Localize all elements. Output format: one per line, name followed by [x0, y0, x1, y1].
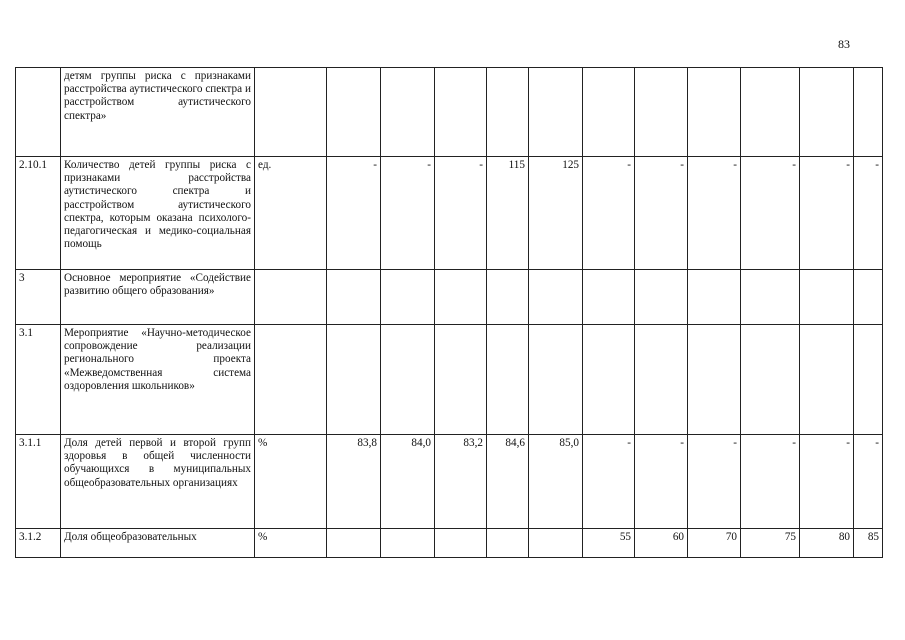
value-cell: - — [854, 435, 883, 529]
row-number: 3.1 — [16, 325, 61, 435]
value-cell — [487, 270, 529, 325]
table-row — [16, 435, 883, 529]
indicator-name: Основное мероприятие «Содействие развитию общего образования» — [61, 270, 255, 325]
value-cell — [487, 325, 529, 435]
value-cell — [635, 270, 688, 325]
value-cell: - — [688, 157, 741, 270]
value-cell: 75 — [741, 529, 800, 558]
value-cell — [435, 529, 487, 558]
indicator-name: Количество детей группы риска с признаками расстройства аутистического спектра и расстройством аутистического спектра, которым оказана психолого-педагогическая и медико-социальная помощь — [61, 157, 255, 270]
value-cell — [741, 270, 800, 325]
value-cell: - — [583, 157, 635, 270]
value-cell: 83,2 — [435, 435, 487, 529]
indicators-table — [15, 67, 883, 558]
table-row — [16, 325, 883, 435]
value-cell — [529, 68, 583, 157]
unit-cell — [255, 68, 327, 157]
row-number: 3.1.1 — [16, 435, 61, 529]
row-number: 3.1.2 — [16, 529, 61, 558]
value-cell: - — [381, 157, 435, 270]
value-cell: 70 — [688, 529, 741, 558]
value-cell — [800, 68, 854, 157]
value-cell — [583, 270, 635, 325]
value-cell — [435, 68, 487, 157]
value-cell: - — [635, 157, 688, 270]
value-cell — [381, 68, 435, 157]
value-cell: 84,6 — [487, 435, 529, 529]
value-cell: - — [635, 435, 688, 529]
row-number: 3 — [16, 270, 61, 325]
value-cell — [741, 68, 800, 157]
value-cell: 80 — [800, 529, 854, 558]
value-cell — [529, 325, 583, 435]
table-body — [16, 68, 883, 558]
value-cell — [327, 68, 381, 157]
value-cell: - — [327, 157, 381, 270]
indicator-name: Доля детей первой и второй групп здоровья в общей численности обучающихся в муниципальных общеобразовательных организациях — [61, 435, 255, 529]
unit-cell: % — [255, 435, 327, 529]
value-cell: 55 — [583, 529, 635, 558]
value-cell: - — [854, 157, 883, 270]
value-cell: - — [583, 435, 635, 529]
value-cell: - — [435, 157, 487, 270]
value-cell — [583, 325, 635, 435]
indicator-name: Доля общеобразовательных — [61, 529, 255, 558]
value-cell — [800, 270, 854, 325]
value-cell: - — [688, 435, 741, 529]
value-cell: 115 — [487, 157, 529, 270]
value-cell — [435, 325, 487, 435]
value-cell: 83,8 — [327, 435, 381, 529]
table-row — [16, 157, 883, 270]
value-cell: 84,0 — [381, 435, 435, 529]
table-row — [16, 68, 883, 157]
value-cell: 85 — [854, 529, 883, 558]
unit-cell — [255, 270, 327, 325]
value-cell: 125 — [529, 157, 583, 270]
value-cell: 60 — [635, 529, 688, 558]
value-cell — [688, 68, 741, 157]
value-cell — [635, 68, 688, 157]
indicator-name: детям группы риска с признаками расстройства аутистического спектра и расстройством аутистического спектра» — [61, 68, 255, 157]
unit-cell: % — [255, 529, 327, 558]
value-cell — [688, 325, 741, 435]
value-cell — [741, 325, 800, 435]
value-cell — [583, 68, 635, 157]
value-cell — [529, 270, 583, 325]
value-cell — [487, 529, 529, 558]
row-number: 2.10.1 — [16, 157, 61, 270]
indicator-name: Мероприятие «Научно-методическое сопровождение реализации регионального проекта «Межведомственная система оздоровления школьников» — [61, 325, 255, 435]
page-number: 83 — [838, 37, 850, 51]
value-cell — [381, 270, 435, 325]
unit-cell — [255, 325, 327, 435]
value-cell — [854, 68, 883, 157]
value-cell — [800, 325, 854, 435]
value-cell — [327, 529, 381, 558]
value-cell — [435, 270, 487, 325]
value-cell: - — [741, 157, 800, 270]
table-row — [16, 529, 883, 558]
value-cell — [529, 529, 583, 558]
value-cell: - — [741, 435, 800, 529]
value-cell — [381, 325, 435, 435]
value-cell: 85,0 — [529, 435, 583, 529]
table-row — [16, 270, 883, 325]
value-cell — [327, 325, 381, 435]
value-cell: - — [800, 435, 854, 529]
value-cell — [635, 325, 688, 435]
value-cell — [487, 68, 529, 157]
unit-cell: ед. — [255, 157, 327, 270]
value-cell — [688, 270, 741, 325]
value-cell — [854, 325, 883, 435]
value-cell — [381, 529, 435, 558]
value-cell — [854, 270, 883, 325]
value-cell — [327, 270, 381, 325]
value-cell: - — [800, 157, 854, 270]
row-number — [16, 68, 61, 157]
